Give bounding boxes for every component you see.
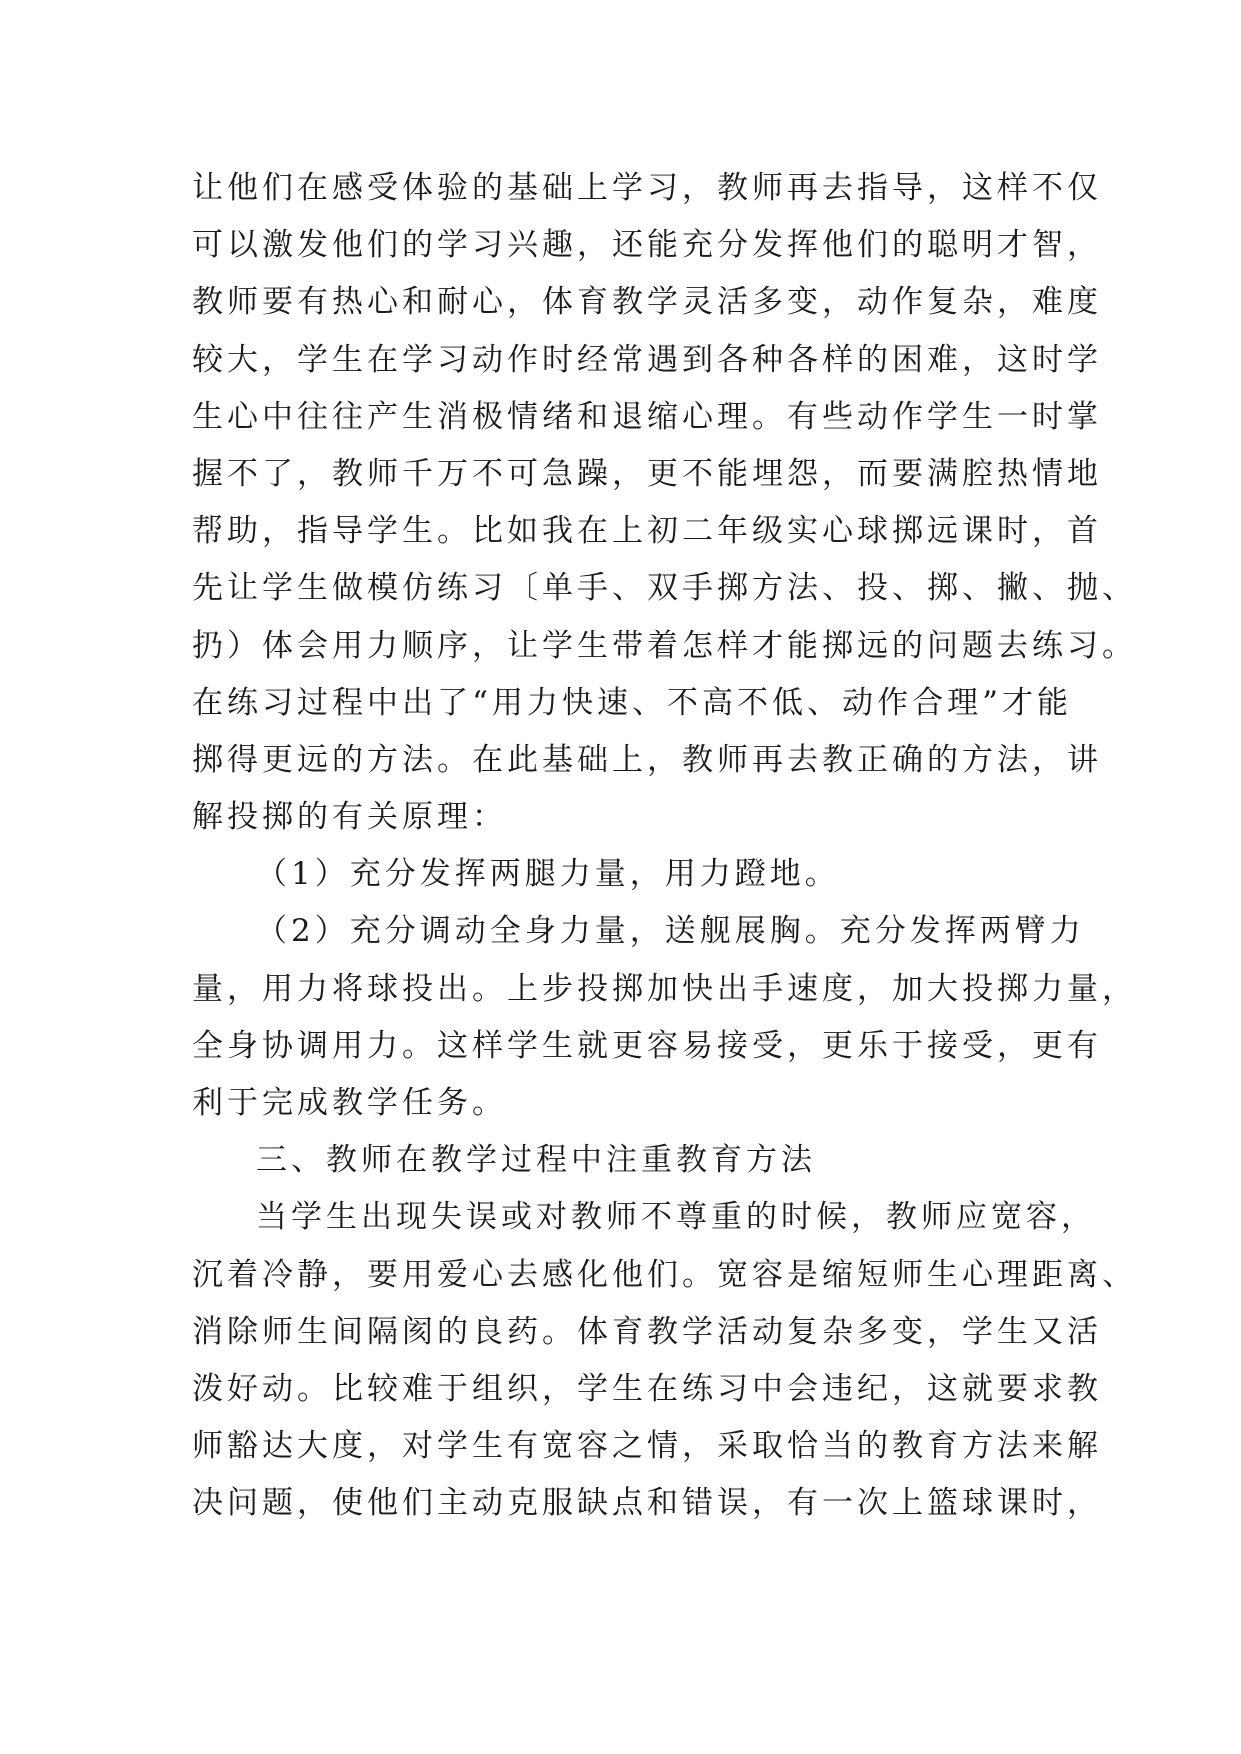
- text-line: 泼好动。比较难于组织，学生在练习中会违纪，这就要求教: [192, 1370, 1102, 1407]
- text-line: 决问题，使他们主动克服缺点和错误，有一次上篮球课时，: [192, 1485, 1102, 1522]
- text-line: 教师要有热心和耐心，体育教学灵活多变，动作复杂，难度: [192, 284, 1102, 321]
- text-line: 较大，学生在学习动作时经常遇到各种各样的困难，这时学: [192, 341, 1102, 378]
- text-line: 帮助，指导学生。比如我在上初二年级实心球掷远课时，首: [192, 513, 1102, 550]
- text-line: 掷得更远的方法。在此基础上，教师再去教正确的方法，讲: [192, 741, 1102, 778]
- text-line: 可以激发他们的学习兴趣，还能充分发挥他们的聪明才智，: [192, 227, 1102, 264]
- text-line: 沉着冷静，要用爱心去感化他们。宽容是缩短师生心理距离、: [192, 1256, 1137, 1293]
- text-line: 师豁达大度，对学生有宽容之情，采取恰当的教育方法来解: [192, 1428, 1102, 1465]
- text-line: 量，用力将球投出。上步投掷加快出手速度，加大投掷力量，: [192, 970, 1137, 1007]
- text-line: 全身协调用力。这样学生就更容易接受，更乐于接受，更有: [192, 1027, 1102, 1064]
- section-heading: 三、教师在教学过程中注重教育方法: [256, 1142, 816, 1179]
- text-line: 生心中往往产生消极情绪和退缩心理。有些动作学生一时掌: [192, 398, 1102, 435]
- text-line: 先让学生做模仿练习〔单手、双手掷方法、投、掷、撇、抛、: [192, 570, 1137, 607]
- text-line: 让他们在感受体验的基础上学习，教师再去指导，这样不仅: [192, 170, 1102, 206]
- text-line: 握不了，教师千万不可急躁，更不能埋怨，而要满腔热情地: [192, 455, 1102, 492]
- text-line: 在练习过程中出了“用力快速、不高不低、动作合理”才能: [192, 684, 1072, 721]
- text-line: 扔）体会用力顺序，让学生带着怎样才能掷远的问题去练习。: [192, 627, 1137, 664]
- list-item: （2）充分调动全身力量，送舰展胸。充分发挥两臂力: [256, 913, 1085, 950]
- body-text: [192, 160, 1137, 1533]
- text-line: 消除师生间隔阂的良药。体育教学活动复杂多变，学生又活: [192, 1313, 1102, 1350]
- text-line: 解投掷的有关原理：: [192, 799, 507, 836]
- text-line: 当学生出现失误或对教师不尊重的时候，教师应宽容，: [256, 1199, 1096, 1236]
- text-line: 利于完成教学任务。: [192, 1085, 507, 1121]
- list-item: （1）充分发挥两腿力量，用力蹬地。: [256, 856, 840, 893]
